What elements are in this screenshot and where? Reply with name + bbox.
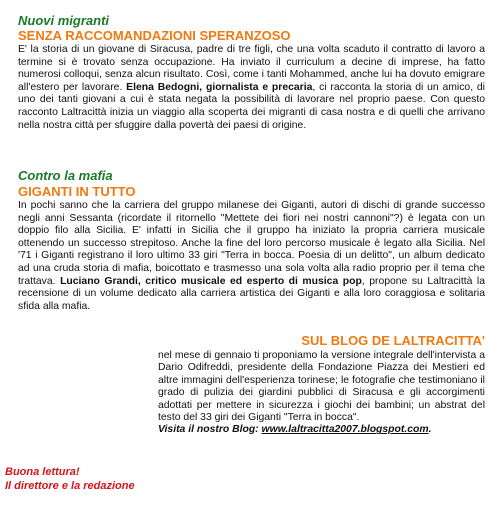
signoff-greeting: Buona lettura!: [5, 466, 80, 478]
blog-link[interactable]: www.laltracitta2007.blogspot.com: [261, 424, 429, 436]
article2-body-text-cont: , propone su Laltracittà la recensione di un volume dedicato alla carriera artistica dei Giganti e alla loro coraggiosa e solitaria sfida alla mafia.: [18, 275, 485, 312]
article1-body: [18, 44, 485, 132]
blog-link-end: .: [428, 424, 432, 436]
article2-kicker: Contro la mafia: [18, 168, 113, 183]
article1-body-text-cont: , ci racconta la storia di un amico, di uno dei tanti giovani a cui è stata negata la possibilità di lavorare nel proprio paese. Con questo racconto Laltracittà inizia un viaggio alla scoperta dei migranti di casa nostra e di quelli che arrivano nella nostra città per sfuggire dalla povertà dei paesi di origine.: [18, 81, 485, 131]
article1-headline: SENZA RACCOMANDAZIONI SPERANZOSO: [18, 28, 291, 43]
article2-body: [18, 200, 485, 313]
article2-author: Luciano Grandi, critico musicale ed esperto di musica pop: [60, 275, 362, 287]
blog-body: [158, 350, 485, 437]
article1-author: Elena Bedogni, giornalista e precaria: [126, 81, 313, 93]
blog-visit-label: Visita il nostro Blog:: [158, 424, 259, 436]
article1-kicker: Nuovi migranti: [18, 13, 110, 28]
blog-body-text: nel mese di gennaio ti proponiamo la versione integrale dell'intervista a Dario Odifreddi, presidente della Fondazione Piazza dei Mestieri ed altre immagini dell'esperienza torinese; le fotografie che testimoniano il grado di pulizia dei giardini pubblici di Siracusa e gli accorgimenti adottati per mettere in sicurezza i giochi dei bambini; un abstrat del testo del 33 giri dei Giganti "Terra in bocca".: [158, 350, 485, 424]
signoff-signature: Il direttore e la redazione: [5, 480, 135, 492]
article1-body-text: E' la storia di un giovane di Siracusa, padre di tre figli, che una volta scaduto il contratto di lavoro a termine si è trovato senza occupazione. Ha inviato il curriculum a decine di imprese, ha fatto numerosi colloqui, senza alcun risultato. Così, come i tanti Mohammed, anche lui ha dovuto emigrare all'estero per lavorare.: [18, 44, 485, 93]
blog-title: SUL BLOG DE LALTRACITTA': [301, 333, 485, 348]
article2-headline: GIGANTI IN TUTTO: [18, 184, 136, 199]
article2-body-text: In pochi sanno che la carriera del gruppo milanese dei Giganti, autori di dischi di grande successo negli anni Sessanta (ricordate il ritornello "Mettete dei fiori nei nostri cannoni"?) è legata con un doppio filo alla Sicilia. E' infatti in Sicilia che il gruppo ha iniziato la propria carriera musicale ottenendo un successo strepitoso. Anche la fine del loro percorso musicale è legato alla Sicilia. Nel '71 i Giganti registrano il loro ultimo 33 giri "Terra in bocca. Poesia di un delitto", un album dedicato ad una cruda storia di mafia, boicottato e trasmesso una sola volta alla radio proprio per il tema che trattava.: [18, 200, 485, 287]
